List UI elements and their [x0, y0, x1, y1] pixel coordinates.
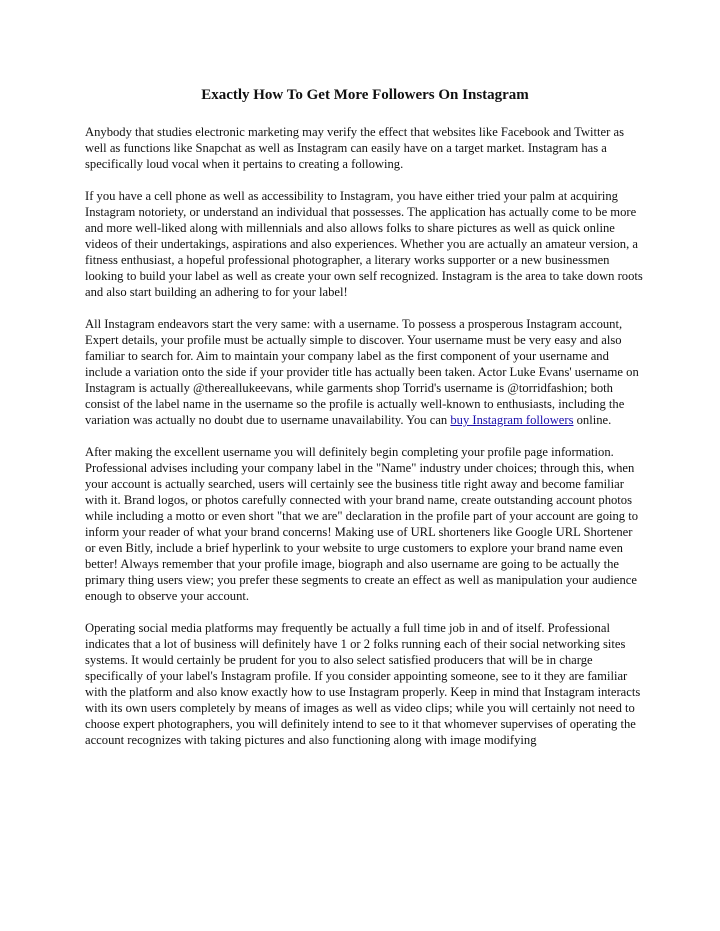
buy-instagram-followers-link[interactable]: buy Instagram followers: [450, 413, 574, 427]
paragraph-1: Anybody that studies electronic marketing may verify the effect that websites like Facebook and Twitter as well as functions like Snapchat as well as Instagram can easily have on a target market. Instagram has a specifically loud vocal when it pertains to creating a following.: [85, 125, 624, 171]
document-title: Exactly How To Get More Followers On Instagram: [201, 87, 529, 103]
paragraph-3-text-after-link: online.: [573, 413, 612, 427]
paragraph-5: Operating social media platforms may frequently be actually a full time job in and of itself. Professional indicates that a lot of business will definitely have 1 or 2 folks running each of their social networking sites systems. It would certainly be prudent for you to also select satisfied producers that will be in charge specifically of your label's Instagram profile. If you consider appointing someone, see to it they are familiar with the platform and also know exactly how to use Instagram properly. Keep in mind that Instagram interacts with its own users completely by means of images as well as video clips; while you will certainly not need to choose expert photographers, you will definitely intend to see to it that whomever supervises of operating the account recognizes with taking pictures and also functioning along with image modifying: [85, 621, 641, 747]
paragraph-4: After making the excellent username you will definitely begin completing your profile page information. Professional advises including your company label in the "Name" industry under choices; through this, when your account is actually searched, users will certainly see the business title right away and become familiar with it. Brand logos, or photos carefully connected with your brand name, create outstanding account photos while including a motto or even short "that we are" declaration in the profile part of your account are going to inform your reader of what your brand concerns! Making use of URL shorteners like Google URL Shortener or even Bitly, include a brief hyperlink to your website to urge customers to explore your brand name even better! Always remember that your profile image, biograph and also username are going to be actually the primary thing users view; you prefer these segments to create an effect as well as manipulation your audience enough to observe your account.: [85, 445, 639, 603]
paragraph-3: [85, 316, 645, 428]
document-page: [85, 86, 645, 764]
paragraph-3-text-before-link: All Instagram endeavors start the very same: with a username. To possess a prosperous Instagram account, Expert details, your profile must be actually simple to discover. Your username must be very easy and also familiar to search for. Aim to maintain your company label as the first component of your username and include a variation onto the side if your provider title has actually been taken. Actor Luke Evans' username on Instagram is actually @thereallukeevans, while garments shop Torrid's username is @torridfashion; both consist of the label name in the username so the profile is actually well-known to enthusiasts, including the variation was actually no doubt due to username unavailability. You can: [85, 317, 639, 427]
paragraph-2: If you have a cell phone as well as accessibility to Instagram, you have either tried your palm at acquiring Instagram notoriety, or understand an individual that possesses. The application has actually come to be more and more well-liked along with millennials and also allows folks to share pictures as well as quick online videos of their undertakings, aspirations and also experiences. Whether you are actually an amateur version, a fitness enthusiast, a hopeful professional photographer, a literary works supporter or a new businessmen looking to build your label as well as create your own self recognized. Instagram is the area to take down roots and also start building an adhering to for your label!: [85, 189, 643, 299]
